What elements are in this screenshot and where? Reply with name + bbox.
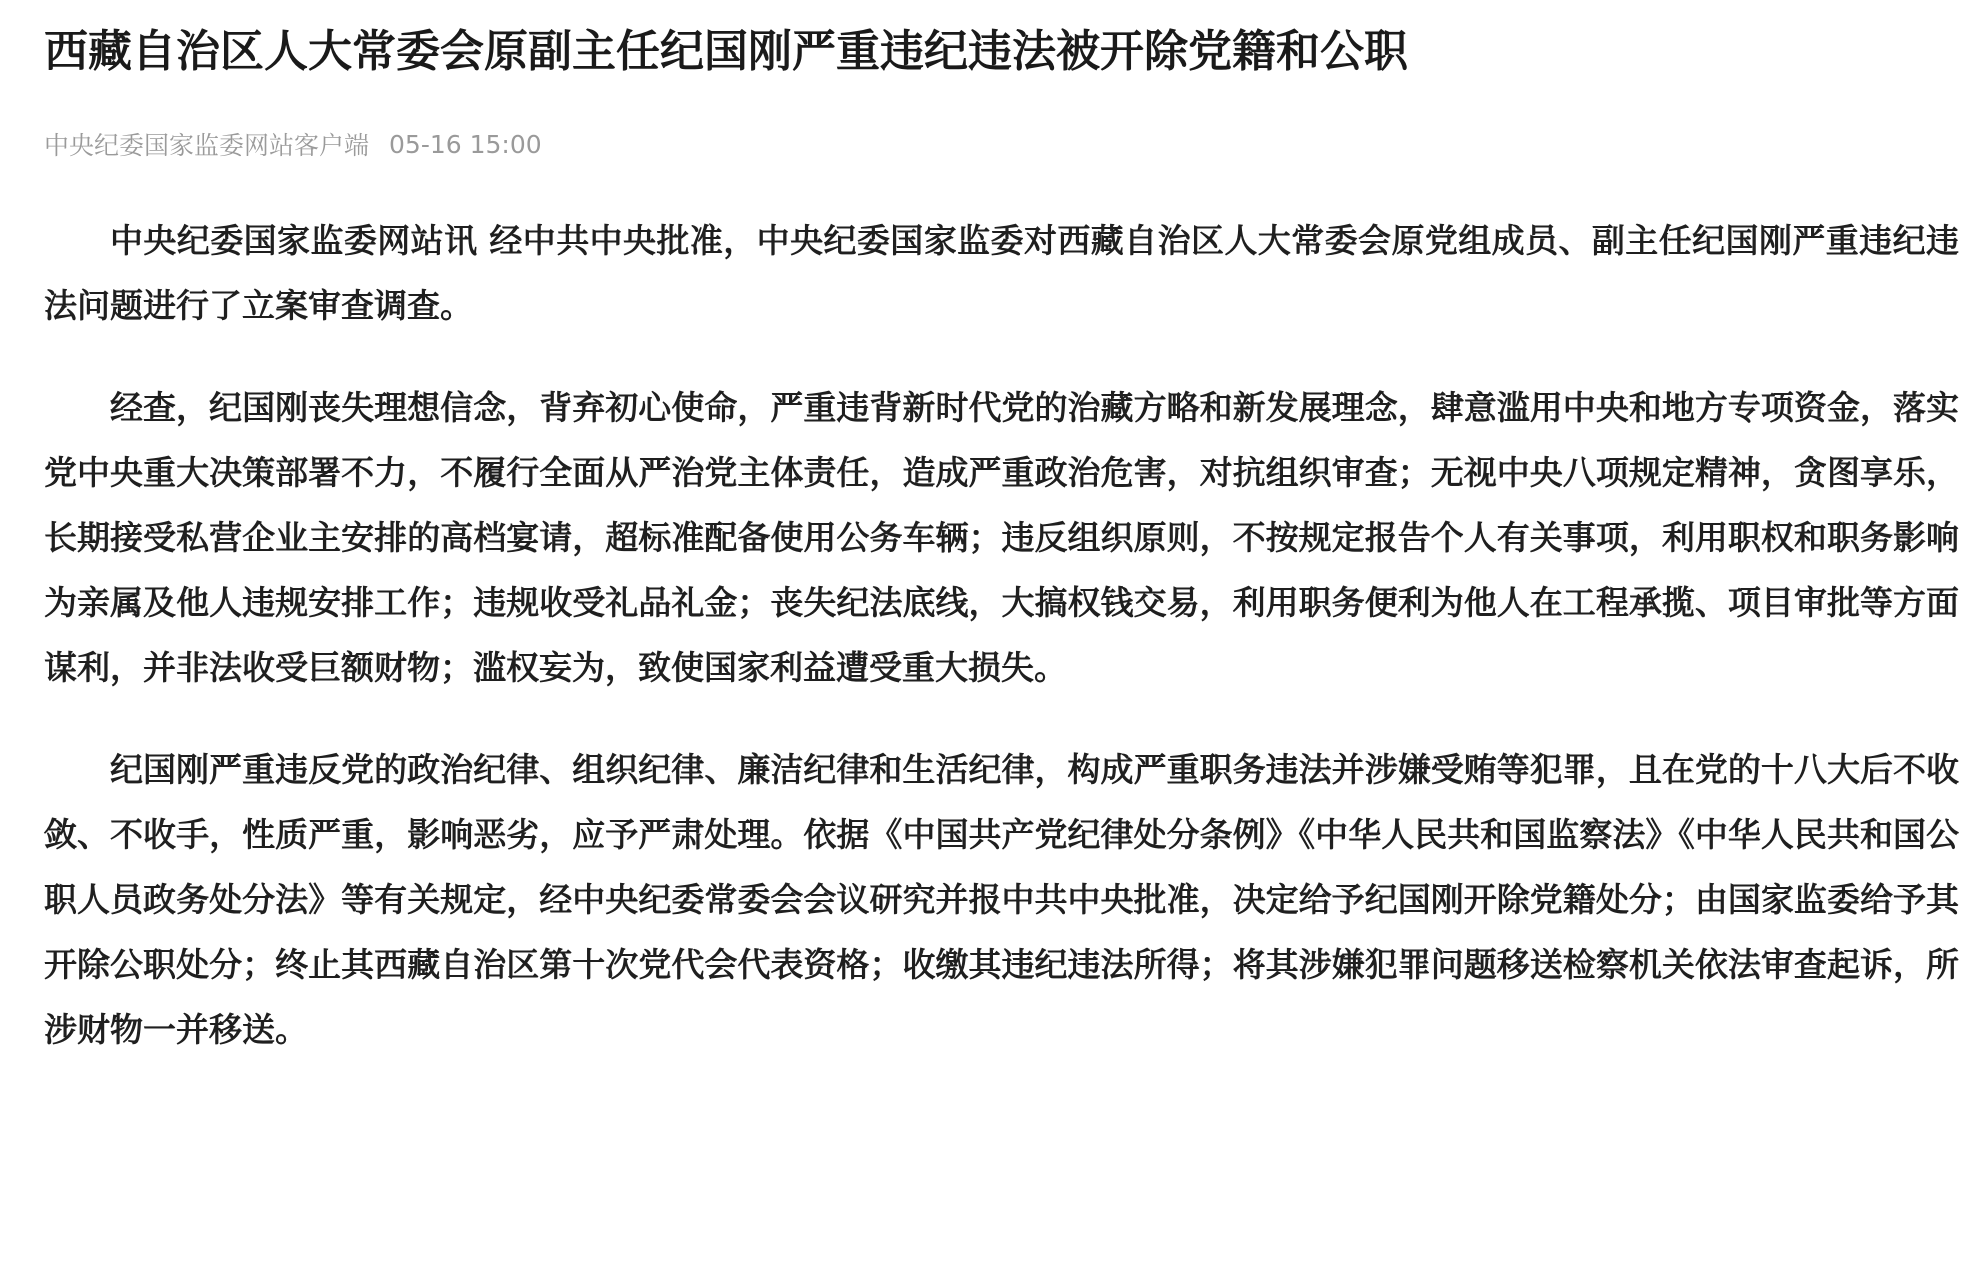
paragraph-findings: 经查，纪国刚丧失理想信念，背弃初心使命，严重违背新时代党的治藏方略和新发展理念，肆意滥用中央和地方专项资金，落实党中央重大决策部署不力，不履行全面从严治党主体责任，造成严重政治危害，对抗组织审查；无视中央八项规定精神，贪图享乐，长期接受私营企业主安排的高档宴请，超标准配备使用公务车辆；违反组织原则，不按规定报告个人有关事项，利用职权和职务影响为亲属及他人违规安排工作；违规收受礼品礼金；丧失纪法底线，大搞权钱交易，利用职务便利为他人在工程承揽、项目审批等方面谋利，并非法收受巨额财物；滥权妄为，致使国家利益遭受重大损失。 [44,388,1959,687]
article [44,18,1959,1099]
publish-date: 05-16 15:00 [389,129,542,159]
source-label[interactable]: 中央纪委国家监委网站客户端 [44,131,370,160]
article-title: 西藏自治区人大常委会原副主任纪国刚严重违纪违法被开除党籍和公职 [44,26,1408,77]
paragraph-intro: 中央纪委国家监委网站讯 经中共中央批准，中央纪委国家监委对西藏自治区人大常委会原党组成员、副主任纪国刚严重违纪违法问题进行了立案审查调查。 [44,221,1959,325]
article-meta [44,124,1959,164]
article-body [44,208,1959,1062]
paragraph-decision: 纪国刚严重违反党的政治纪律、组织纪律、廉洁纪律和生活纪律，构成严重职务违法并涉嫌受贿等犯罪，且在党的十八大后不收敛、不收手，性质严重，影响恶劣，应予严肃处理。依据《中国共产党纪律处分条例》《中华人民共和国监察法》《中华人民共和国公职人员政务处分法》等有关规定，经中央纪委常委会会议研究并报中共中央批准，决定给予纪国刚开除党籍处分；由国家监委给予其开除公职处分；终止其西藏自治区第十次党代会代表资格；收缴其违纪违法所得；将其涉嫌犯罪问题移送检察机关依法审查起诉，所涉财物一并移送。 [44,750,1959,1049]
